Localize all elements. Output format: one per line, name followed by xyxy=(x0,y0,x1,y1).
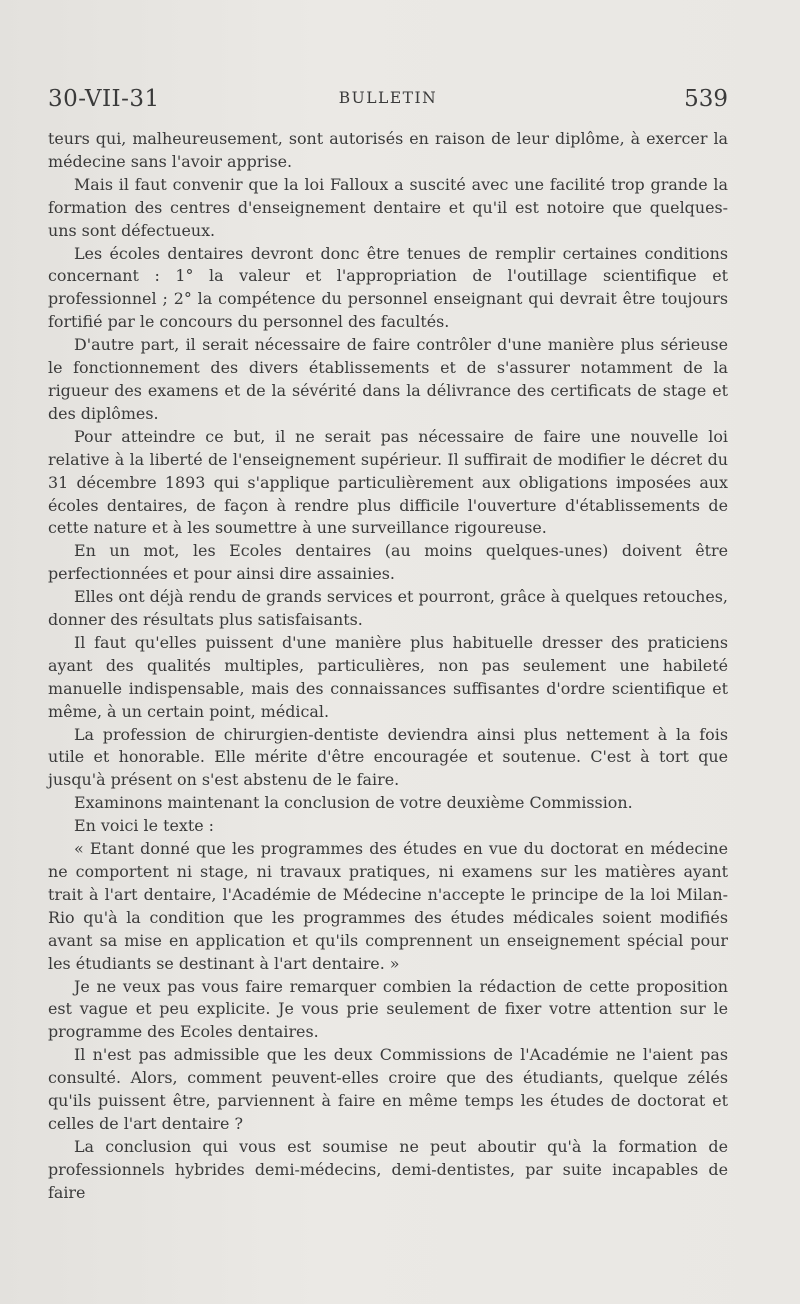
paragraph: Je ne veux pas vous faire remarquer combien la rédaction de cette proposition est vague et peu explicite. Je vous prie seulement de fixer votre attention sur le programme des Ecoles dentaires. xyxy=(48,976,728,1042)
paragraph: La conclusion qui vous est soumise ne peut aboutir qu'à la formation de professionnels hybrides demi-médecins, demi-dentistes, par suite incapables de faire xyxy=(48,1136,728,1202)
paragraph: Il faut qu'elles puissent d'une manière plus habituelle dresser des praticiens ayant des qualités multiples, particulières, non pas seulement une habileté manuelle indispensable, mais des connaissances suffisantes d'ordre scientifique et même, à un certain point, médical. xyxy=(48,632,728,721)
paragraph: Pour atteindre ce but, il ne serait pas nécessaire de faire une nouvelle loi relative à la liberté de l'enseignement supérieur. Il suffirait de modifier le décret du 31 décembre 1893 qui s'applique particulièrement aux obligations imposées aux écoles dentaires, de façon à rendre plus difficile l'ouverture d'établissements de cette nature et à les soumettre à une surveillance rigoureuse. xyxy=(48,426,728,538)
header-date: 30-VII-31 xyxy=(48,86,160,112)
header-title: BULLETIN xyxy=(338,89,438,107)
paragraph: La profession de chirurgien-dentiste deviendra ainsi plus nettement à la fois utile et honorable. Elle mérite d'être encouragée et soutenue. C'est à tort que jusqu'à présent on s'est abstenu de le faire. xyxy=(48,724,728,790)
paragraph: Mais il faut convenir que la loi Falloux a suscité avec une facilité trop grande la formation des centres d'enseignement dentaire et qu'il est notoire que quelques-uns sont défectueux. xyxy=(48,174,728,240)
quoted-conclusion: « Etant donné que les programmes des études en vue du doctorat en médecine ne comportent ni stage, ni travaux pratiques, ni examens sur les matières ayant trait à l'art dentaire, l'Académie de Médecine n'accepte le principe de la loi Milan-Rio qu'à la condition que les programmes des études médicales soient modifiés avant sa mise en application et qu'ils comprennent un enseignement spécial pour les étudiants se destinant à l'art dentaire. » xyxy=(48,839,728,973)
body-text xyxy=(48,128,728,1205)
paragraph-continuation: teurs qui, malheureusement, sont autorisés en raison de leur diplôme, à exercer la médecine sans l'avoir apprise. xyxy=(48,129,728,171)
page-number: 539 xyxy=(684,86,728,112)
paragraph: En un mot, les Ecoles dentaires (au moins quelques-unes) doivent être perfectionnées et pour ainsi dire assainies. xyxy=(48,541,728,584)
paragraph: Il n'est pas admissible que les deux Commissions de l'Académie ne l'aient pas consulté. Alors, comment peuvent-elles croire que des étudiants, quelque zélés qu'ils puissent être, parviennent à faire en même temps les études de doctorat et celles de l'art dentaire ? xyxy=(48,1045,728,1133)
paragraph: En voici le texte : xyxy=(74,816,215,836)
paragraph: Les écoles dentaires devront donc être tenues de remplir certaines conditions concernant : 1° la valeur et l'appropriation de l'outillage scientifique et professionnel ; 2° la compétence du personnel enseignant qui devrait être toujours fortifié par le concours du personnel des facultés. xyxy=(48,243,728,332)
paragraph: Elles ont déjà rendu de grands services et pourront, grâce à quelques retouches, donner des résultats plus satisfaisants. xyxy=(48,587,728,630)
paragraph: D'autre part, il serait nécessaire de faire contrôler d'une manière plus sérieuse le fonctionnement des divers établissements et de s'assurer notamment de la rigueur des examens et de la sévérité dans la délivrance des certificats de stage et des diplômes. xyxy=(48,335,728,423)
paragraph: Examinons maintenant la conclusion de votre deuxième Commission. xyxy=(74,793,633,813)
running-header xyxy=(48,86,728,116)
